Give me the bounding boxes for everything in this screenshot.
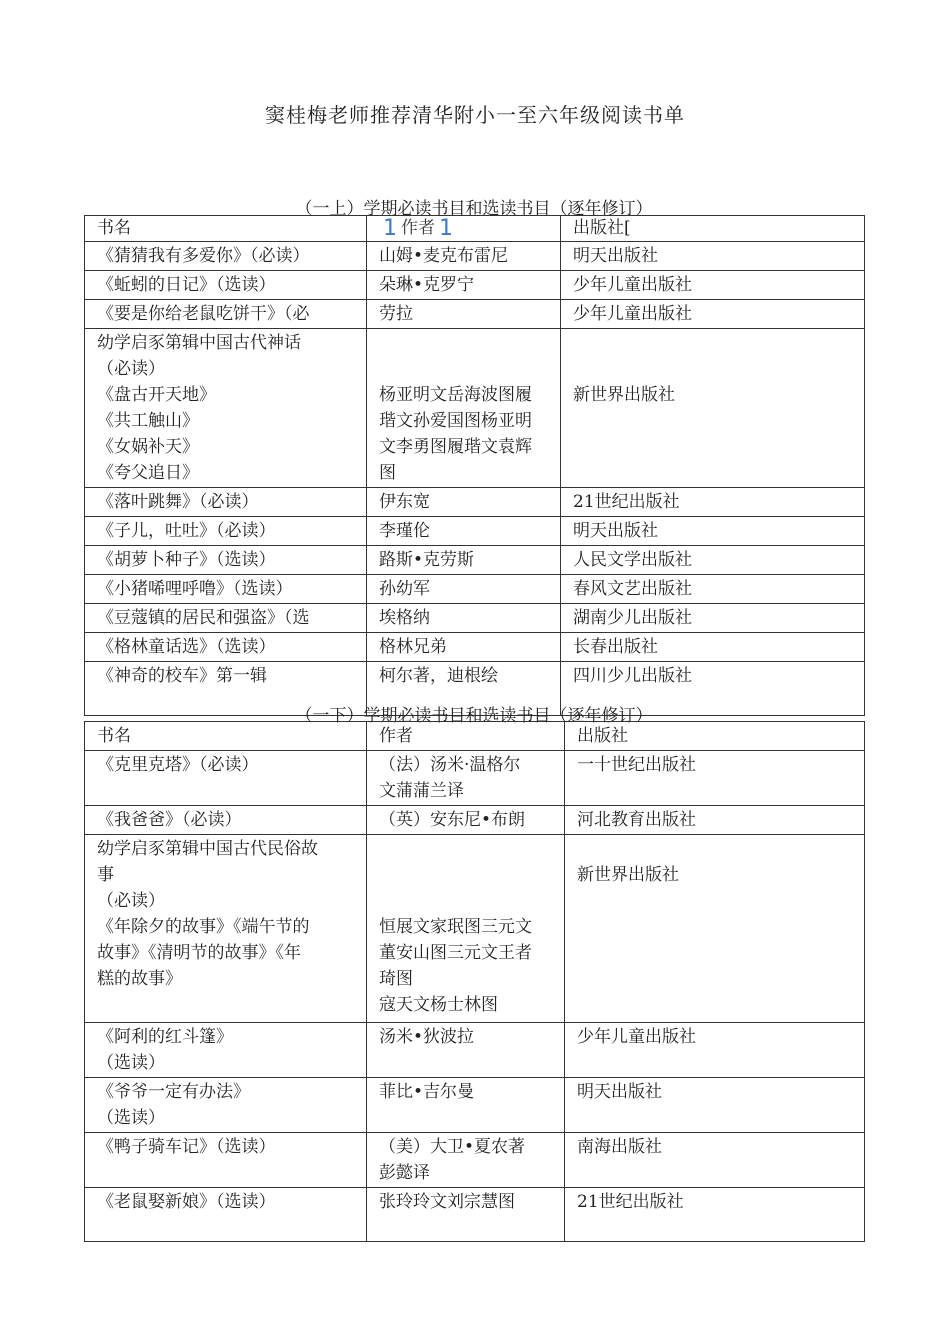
cell-book bbox=[85, 1023, 367, 1078]
author-line: 朵琳•克罗宁 bbox=[379, 275, 475, 295]
section-2-table bbox=[84, 721, 865, 1242]
book-line: 《共工触山》 bbox=[97, 411, 199, 431]
publisher-line: 21世纪出版社 bbox=[573, 492, 680, 512]
cell-book bbox=[85, 1188, 367, 1242]
author-line: 彭懿译 bbox=[379, 1163, 430, 1183]
cell-publisher bbox=[561, 575, 865, 604]
author-line: 恒展文家珉图三元文 bbox=[379, 917, 532, 937]
cell-author bbox=[367, 517, 561, 546]
cell-book bbox=[85, 329, 367, 488]
cell-author bbox=[367, 806, 565, 835]
publisher-line: 少年儿童出版社 bbox=[577, 1027, 696, 1047]
publisher-line: 少年儿童出版社 bbox=[573, 304, 692, 324]
table-row bbox=[85, 835, 865, 1023]
book-line: （选读） bbox=[97, 1053, 165, 1073]
header-author: 作者 bbox=[367, 722, 565, 751]
author-line: （法）汤米·温格尔 bbox=[379, 755, 521, 775]
publisher-line: 河北教育出版社 bbox=[577, 810, 696, 830]
cell-publisher bbox=[561, 271, 865, 300]
cell-author bbox=[367, 1023, 565, 1078]
author-line: 格林兄弟 bbox=[379, 637, 447, 657]
cell-publisher bbox=[561, 633, 865, 662]
book-line: 《子儿，吐吐》（必读） bbox=[97, 521, 276, 541]
header-author-label: 作者 bbox=[401, 218, 435, 238]
header-author-prefix: 1 bbox=[383, 216, 397, 241]
publisher-line: 新世界出版社 bbox=[577, 865, 679, 885]
publisher-line bbox=[573, 330, 854, 356]
author-line: 李瑾伦 bbox=[379, 521, 430, 541]
book-line: 《爷爷一定有办法》 bbox=[97, 1082, 250, 1102]
author-line bbox=[379, 356, 550, 382]
cell-book bbox=[85, 604, 367, 633]
author-line: 杨亚明文岳海波图履 bbox=[379, 385, 532, 405]
cell-publisher bbox=[565, 835, 865, 1023]
cell-publisher bbox=[565, 751, 865, 806]
publisher-line: 明天出版社 bbox=[577, 1082, 662, 1102]
author-line bbox=[379, 888, 554, 914]
book-line: 幼学启豕第辑中国古代神话 bbox=[97, 333, 301, 353]
author-line: 文蒲蒲兰译 bbox=[379, 781, 464, 801]
author-line: 路斯•克劳斯 bbox=[379, 550, 475, 570]
author-line: 张玲玲文刘宗慧图 bbox=[379, 1192, 515, 1212]
author-line: 伊东宽 bbox=[379, 492, 430, 512]
cell-author bbox=[367, 1188, 565, 1242]
header-publisher: 出版社[ bbox=[561, 216, 865, 242]
table-row bbox=[85, 300, 865, 329]
cell-book bbox=[85, 835, 367, 1023]
publisher-line: 少年儿童出版社 bbox=[573, 275, 692, 295]
author-line: 柯尔著，迪根绘 bbox=[379, 666, 498, 686]
book-line: 《我爸爸》（必读） bbox=[97, 810, 242, 830]
cell-author bbox=[367, 751, 565, 806]
table-header-row bbox=[85, 722, 865, 751]
page-title: 窦桂梅老师推荐清华附小一至六年级阅读书单 bbox=[265, 103, 685, 127]
cell-book bbox=[85, 575, 367, 604]
cell-publisher bbox=[561, 329, 865, 488]
cell-author bbox=[367, 300, 561, 329]
book-line: 《落叶跳舞》（必读） bbox=[97, 492, 259, 512]
book-line: 故事》《清明节的故事》《年 bbox=[97, 943, 301, 963]
author-line: 孙幼军 bbox=[379, 579, 430, 599]
publisher-line: 新世界出版社 bbox=[573, 385, 675, 405]
author-line bbox=[379, 330, 550, 356]
table-row bbox=[85, 1078, 865, 1133]
author-line: 菲比•吉尔曼 bbox=[379, 1082, 475, 1102]
book-line: 《盘古开天地》 bbox=[97, 385, 216, 405]
cell-publisher bbox=[561, 604, 865, 633]
cell-book bbox=[85, 546, 367, 575]
cell-publisher bbox=[565, 1188, 865, 1242]
cell-book bbox=[85, 242, 367, 271]
author-line: 埃格纳 bbox=[379, 608, 430, 628]
book-line: 《年除夕的故事》《端午节的 bbox=[97, 917, 310, 937]
cell-author bbox=[367, 1133, 565, 1188]
cell-publisher bbox=[561, 242, 865, 271]
header-book: 书名 bbox=[85, 722, 367, 751]
publisher-line bbox=[577, 836, 854, 862]
author-line: 山姆•麦克布雷尼 bbox=[379, 246, 509, 266]
book-line: （必读） bbox=[97, 891, 165, 911]
publisher-line: 湖南少儿出版社 bbox=[573, 608, 692, 628]
table-row bbox=[85, 633, 865, 662]
table-row bbox=[85, 1188, 865, 1242]
book-line: 《小猪唏哩呼噜》（选读） bbox=[97, 579, 293, 599]
author-line bbox=[379, 836, 554, 862]
section-1-caption: （一上）学期必读书目和选读书目（逐年修订） bbox=[295, 199, 653, 219]
table-row bbox=[85, 329, 865, 488]
table-row bbox=[85, 604, 865, 633]
book-line: 《要是你给老鼠吃饼干》（必 bbox=[97, 304, 310, 324]
author-line: 文李勇图履瑎文袁辉 bbox=[379, 437, 532, 457]
cell-author bbox=[367, 271, 561, 300]
author-line: 琦图 bbox=[379, 969, 413, 989]
author-line: （美）大卫•夏农著 bbox=[379, 1137, 526, 1157]
publisher-line: 明天出版社 bbox=[573, 246, 658, 266]
table-row bbox=[85, 488, 865, 517]
book-line: 《老鼠娶新娘》（选读） bbox=[97, 1192, 276, 1212]
cell-book bbox=[85, 300, 367, 329]
author-line bbox=[379, 862, 554, 888]
cell-book bbox=[85, 517, 367, 546]
cell-publisher bbox=[565, 1078, 865, 1133]
cell-book bbox=[85, 271, 367, 300]
publisher-line: 明天出版社 bbox=[573, 521, 658, 541]
table-row bbox=[85, 575, 865, 604]
table-row bbox=[85, 546, 865, 575]
book-line: 《格林童话选》（选读） bbox=[97, 637, 276, 657]
cell-author bbox=[367, 546, 561, 575]
cell-publisher bbox=[561, 488, 865, 517]
header-author-suffix: 1 bbox=[439, 216, 453, 241]
book-line: 《豆蔻镇的居民和强盗》（选 bbox=[97, 608, 310, 628]
table-row bbox=[85, 1133, 865, 1188]
cell-publisher bbox=[561, 300, 865, 329]
book-line: 《女娲补天》 bbox=[97, 437, 199, 457]
cell-author bbox=[367, 604, 561, 633]
header-author bbox=[367, 216, 561, 242]
book-line: 《阿利的红斗篷》 bbox=[97, 1027, 233, 1047]
cell-publisher bbox=[565, 1133, 865, 1188]
table-row bbox=[85, 242, 865, 271]
author-line: 瑎文孙爱国图杨亚明 bbox=[379, 411, 532, 431]
header-book: 书名 bbox=[85, 216, 367, 242]
cell-book bbox=[85, 633, 367, 662]
cell-publisher bbox=[565, 1023, 865, 1078]
publisher-line: 一十世纪出版社 bbox=[577, 755, 696, 775]
cell-book bbox=[85, 751, 367, 806]
cell-author bbox=[367, 835, 565, 1023]
cell-author bbox=[367, 488, 561, 517]
author-line: 劳拉 bbox=[379, 304, 413, 324]
book-line: （必读） bbox=[97, 359, 165, 379]
book-line: 幼学启豕第辑中国古代民俗故 bbox=[97, 839, 318, 859]
publisher-line: 长春出版社 bbox=[573, 637, 658, 657]
cell-publisher bbox=[561, 546, 865, 575]
book-line: 《鸭子骑车记》（选读） bbox=[97, 1137, 276, 1157]
table-row bbox=[85, 517, 865, 546]
cell-author bbox=[367, 633, 561, 662]
publisher-line: 春风文艺出版社 bbox=[573, 579, 692, 599]
table-header-row bbox=[85, 216, 865, 242]
cell-publisher bbox=[561, 517, 865, 546]
publisher-line: 四川少儿出版社 bbox=[573, 666, 692, 686]
cell-book bbox=[85, 1078, 367, 1133]
publisher-line: 21世纪出版社 bbox=[577, 1192, 684, 1212]
table-row bbox=[85, 271, 865, 300]
section-2-caption: （一下）学期必读书目和选读书目（逐年修订） bbox=[295, 706, 653, 726]
cell-book bbox=[85, 1133, 367, 1188]
cell-book bbox=[85, 806, 367, 835]
cell-author bbox=[367, 1078, 565, 1133]
publisher-line: 南海出版社 bbox=[577, 1137, 662, 1157]
book-line: 《胡萝卜种子》（选读） bbox=[97, 550, 276, 570]
table-row bbox=[85, 1023, 865, 1078]
cell-author bbox=[367, 329, 561, 488]
header-publisher: 出版社 bbox=[565, 722, 865, 751]
author-line: 董安山图三元文王者 bbox=[379, 943, 532, 963]
cell-book bbox=[85, 488, 367, 517]
publisher-line bbox=[573, 356, 854, 382]
book-line: 《猜猜我有多爱你》（必读） bbox=[97, 246, 310, 266]
table-row bbox=[85, 751, 865, 806]
book-line: 《神奇的校车》第一辑 bbox=[97, 666, 267, 686]
book-line: 《蚯蚓的日记》（选读） bbox=[97, 275, 276, 295]
author-line: 寇天文杨士林图 bbox=[379, 995, 498, 1015]
table-row bbox=[85, 806, 865, 835]
publisher-line: 人民文学出版社 bbox=[573, 550, 692, 570]
book-line: 糕的故事》 bbox=[97, 969, 182, 989]
cell-publisher bbox=[565, 806, 865, 835]
book-line: 《夸父追日》 bbox=[97, 463, 199, 483]
cell-author bbox=[367, 242, 561, 271]
section-1-table bbox=[84, 215, 865, 716]
author-line: 图 bbox=[379, 463, 396, 483]
cell-author bbox=[367, 575, 561, 604]
author-line: （英）安东尼•布朗 bbox=[379, 810, 526, 830]
author-line: 汤米•狄波拉 bbox=[379, 1027, 475, 1047]
book-line: 《克里克塔》（必读） bbox=[97, 755, 259, 775]
book-line: 事 bbox=[97, 865, 114, 885]
book-line: （选读） bbox=[97, 1108, 165, 1128]
